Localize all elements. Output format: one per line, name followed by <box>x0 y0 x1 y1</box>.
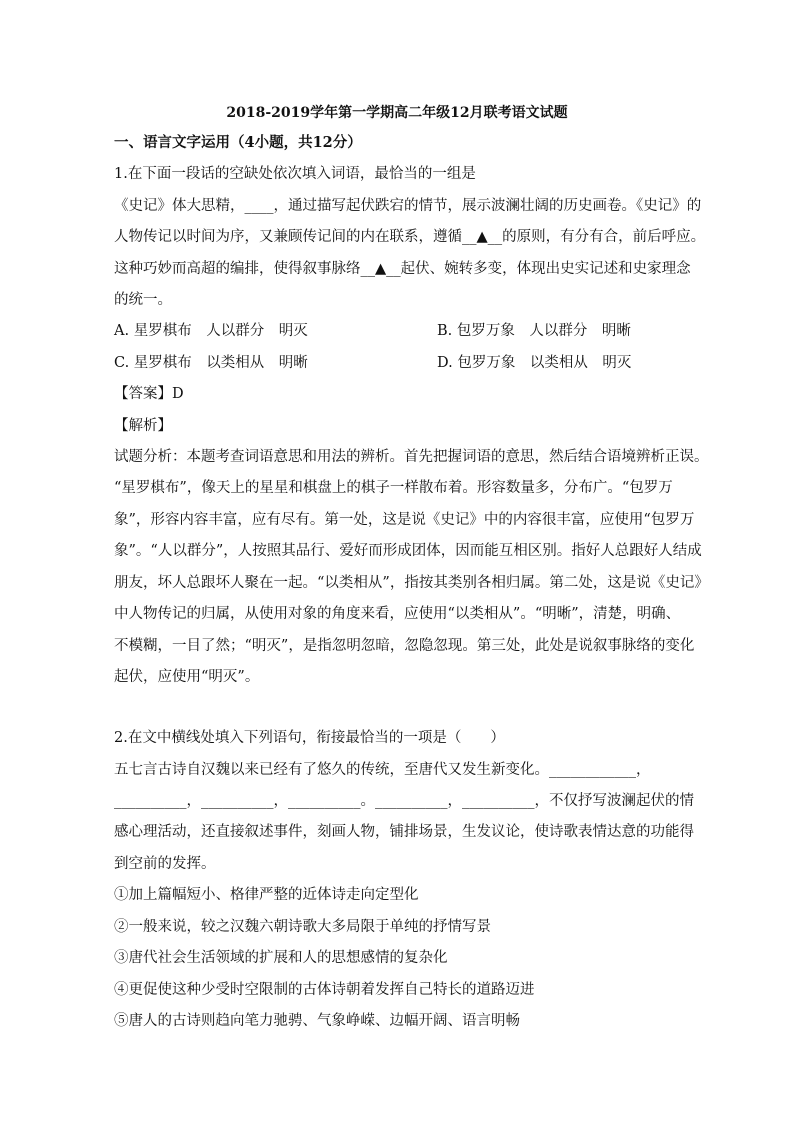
q1-option-d: D. 包罗万象 以类相从 明灭 <box>437 355 632 371</box>
section-heading: 一、语言文字运用（4小题，共12分） <box>114 134 362 151</box>
q2-item: ②一般来说，较之汉魏六朝诗歌大多局限于单纯的抒情写景 <box>114 919 491 935</box>
q2-item: ①加上篇幅短小、格律严整的近体诗走向定型化 <box>114 887 419 903</box>
q2-item: ⑤唐人的古诗则趋向笔力驰骋、气象峥嵘、边幅开阔、语言明畅 <box>114 1013 520 1029</box>
q1-passage-line: 人物传记以时间为序，又兼顾传记间的内在联系，遵循__▲__的原则，有分有合，前后呼应。 <box>114 229 706 245</box>
q1-analysis-line: 象”。“人以群分”，人按照其品行、爱好而形成团体，因而能互相区别。指好人总跟好人结成 <box>114 543 702 559</box>
q1-stem: 1.在下面一段话的空缺处依次填入词语，最恰当的一组是 <box>114 166 476 182</box>
q1-answer: 【答案】D <box>114 386 184 402</box>
q1-option-a: A. 星罗棋布 人以群分 明灭 <box>114 323 308 339</box>
q2-passage-line: __________，__________，__________。__________，__________，不仅抒写波澜起伏的情 <box>114 793 694 809</box>
q2-passage-line: 到空前的发挥。 <box>114 856 216 872</box>
q1-option-b: B. 包罗万象 人以群分 明晰 <box>437 323 631 339</box>
q2-item: ③唐代社会生活领域的扩展和人的思想感情的复杂化 <box>114 950 448 966</box>
q1-passage-line: 的统一。 <box>114 292 172 308</box>
q1-analysis-line: 中人物传记的归属，从使用对象的角度来看，应使用“以类相从”。“明晰”，清楚，明确、 <box>114 606 681 622</box>
q1-analysis-line: 起伏，应使用“明灭”。 <box>114 669 260 685</box>
q1-analysis-line: “星罗棋布”，像天上的星星和棋盘上的棋子一样散布着。形容数量多，分布广。“包罗万 <box>114 480 673 496</box>
q2-stem: 2.在文中横线处填入下列语句，衔接最恰当的一项是（ ） <box>114 730 505 746</box>
q1-analysis-label: 【解析】 <box>114 418 172 434</box>
page-title: 2018-2019学年第一学期高二年级12月联考语文试题 <box>226 105 568 121</box>
q1-passage-line: 这种巧妙而高超的编排，使得叙事脉络__▲__起伏、婉转多变，体现出史实记述和史家理念 <box>114 261 691 277</box>
q2-item: ④更促使这种少受时空限制的古体诗朝着发挥自己特长的道路迈进 <box>114 982 535 998</box>
q1-analysis-line: 不模糊，一目了然；“明灭”，是指忽明忽暗，忽隐忽现。第三处，此处是说叙事脉络的变化 <box>114 638 695 654</box>
q2-passage-line: 五七言古诗自汉魏以来已经有了悠久的传统，至唐代又发生新变化。____________， <box>114 762 651 778</box>
q2-passage-line: 感心理活动，还直接叙述事件，刻画人物，铺排场景，生发议论，使诗歌表情达意的功能得 <box>114 824 694 840</box>
q1-analysis-line: 象”，形容内容丰富，应有尽有。第一处，这是说《史记》中的内容很丰富，应使用“包罗万 <box>114 512 695 528</box>
q1-option-c: C. 星罗棋布 以类相从 明晰 <box>114 355 308 371</box>
q1-passage-line: 《史记》体大思精，____，通过描写起伏跌宕的情节，展示波澜壮阔的历史画卷。《史记》的 <box>114 198 702 214</box>
q1-analysis-line: 朋友，坏人总跟坏人聚在一起。“以类相从”，指按其类别各相归属。第二处，这是说《史记》 <box>114 575 709 591</box>
q1-analysis-line: 试题分析：本题考查词语意思和用法的辨析。首先把握词语的意思，然后结合语境辨析正误。 <box>114 449 709 465</box>
